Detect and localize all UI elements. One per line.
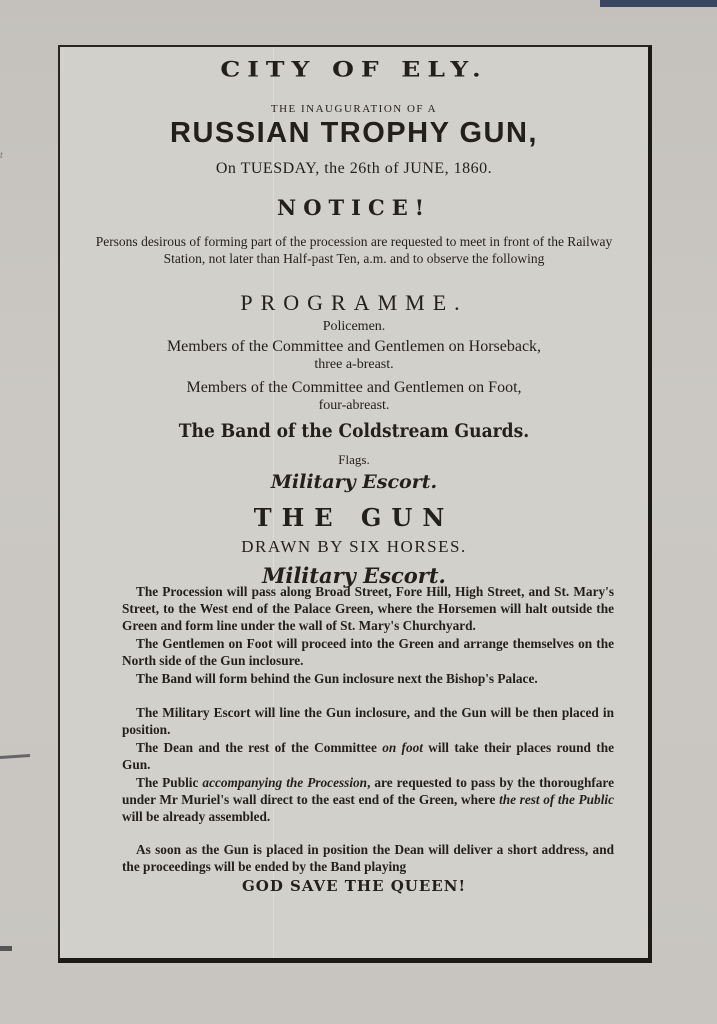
members-foot-line-2: four-abreast.	[318, 398, 390, 413]
members-foot-line: Members of the Committee and Gentlemen on Foot,	[186, 379, 522, 396]
notice-heading: NOTICE!	[277, 195, 431, 220]
closing-text: As soon as the Gun is placed in position the Dean will deliver a short address, and the proceedings will be ended by the Band playing	[122, 842, 614, 874]
programme-flags: Flags.	[338, 452, 370, 467]
programme-band: The Band of the Coldstream Guards.	[178, 420, 530, 442]
programme-drawn-by: DRAWN BY SIX HORSES.	[241, 537, 467, 556]
poster-headline: RUSSIAN TROPHY GUN,	[170, 117, 538, 149]
public-paragraph	[122, 774, 614, 825]
public-text-emphasis-1: accompanying the Procession	[202, 775, 368, 790]
members-horseback-line: Members of the Committee and Gentlemen on Horseback,	[166, 338, 542, 355]
intro-paragraph: Persons desirous of forming part of the procession are requested to meet in front of the Railway Station, not later than Half-past Ten, a.m. and to observe the following	[95, 234, 613, 266]
margin-mark: t	[0, 150, 3, 161]
dean-paragraph	[122, 739, 614, 773]
dean-text-b: will take their places round the Gun.	[122, 740, 614, 772]
route-paragraph	[122, 583, 614, 634]
public-text-emphasis-2: the rest of the Public	[499, 792, 614, 807]
dean-text	[122, 739, 614, 773]
public-text	[122, 774, 614, 825]
members-horseback-line-2: three a-breast.	[314, 357, 394, 372]
poster-subtitle: THE INAUGURATION OF A	[270, 103, 438, 115]
public-text-a: The Public	[136, 775, 203, 790]
closing-paragraph	[122, 841, 614, 875]
programme-the-gun: THE GUN	[253, 503, 455, 532]
public-text-b: , are requested to pass by the thoroughfare under Mr Muriel's wall direct to the east end of the Green, where	[122, 775, 614, 807]
gentlemen-text: The Gentlemen on Foot will proceed into the Green and arrange themselves on the North side of the Gun inclosure.	[122, 636, 614, 668]
military-paragraph	[122, 704, 614, 738]
poster-title: CITY OF ELY.	[220, 57, 488, 82]
date-line: On TUESDAY, the 26th of JUNE, 1860.	[215, 160, 493, 177]
programme-policemen: Policemen.	[322, 319, 386, 334]
military-text: The Military Escort will line the Gun inclosure, and the Gun will be then placed in position.	[122, 705, 614, 737]
programme-escort-2: Military Escort.	[262, 563, 446, 588]
band-text: The Band will form behind the Gun inclosure next the Bishop's Palace.	[136, 671, 538, 686]
gentlemen-paragraph	[122, 635, 614, 669]
programme-escort-1: Military Escort.	[270, 471, 438, 493]
page-top-edge	[600, 0, 717, 7]
programme-members-foot	[60, 379, 648, 415]
programme-heading: PROGRAMME.	[240, 290, 468, 315]
dean-text-a: The Dean and the rest of the Committee	[136, 740, 383, 755]
route-text: The Procession will pass along Broad Street, Fore Hill, High Street, and St. Mary's Street, to the West end of the Palace Green, where the Horsemen will halt outside the Green and form line under the wall of St. Mary's Churchyard.	[122, 584, 614, 633]
margin-stroke	[0, 946, 12, 951]
public-text-c: will be already assembled.	[122, 809, 271, 824]
poster	[58, 45, 652, 963]
closing-heading: GOD SAVE THE QUEEN!	[241, 877, 467, 895]
dean-text-emphasis: on foot	[382, 740, 423, 755]
programme-members-horseback	[60, 338, 648, 374]
band-paragraph	[122, 670, 614, 687]
